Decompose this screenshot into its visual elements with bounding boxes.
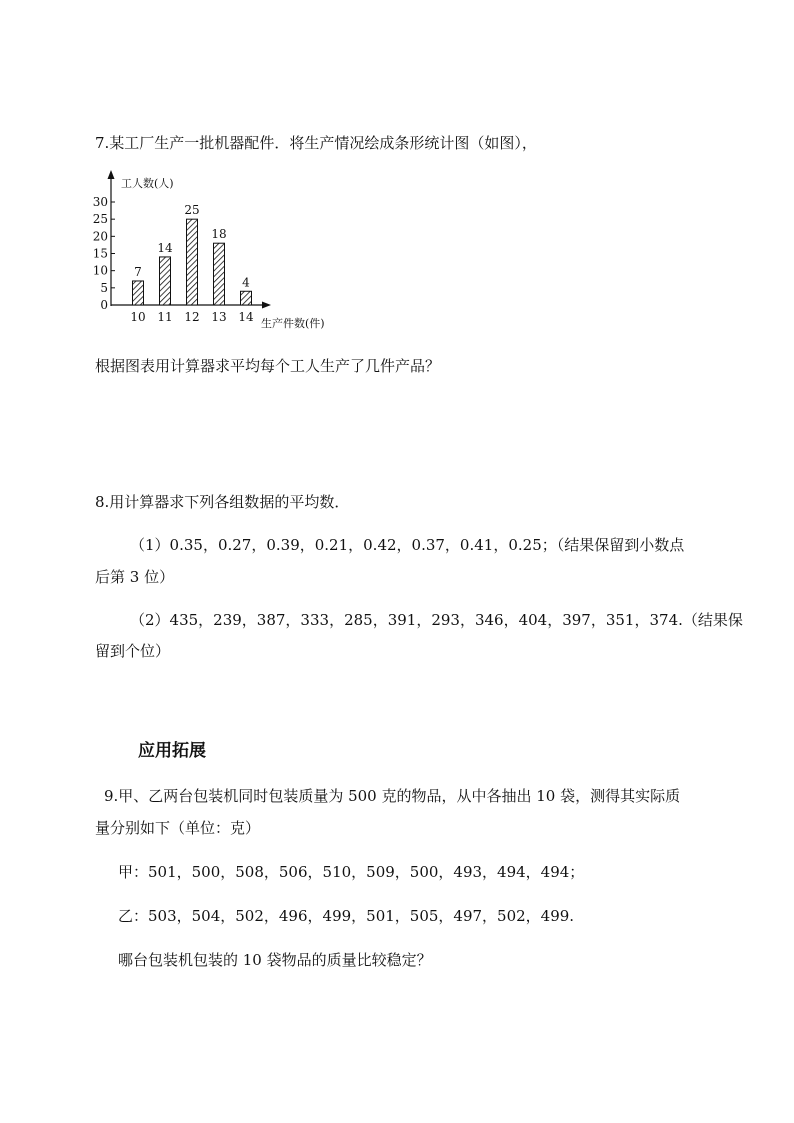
q9-yi: 乙：503，504，502，496，499，501，505，497，502，499. bbox=[118, 907, 575, 925]
y-tick-label: 10 bbox=[92, 263, 108, 278]
x-tick-label: 14 bbox=[238, 310, 254, 324]
q7-question: 根据图表用计算器求平均每个工人生产了几件产品？ bbox=[95, 357, 441, 375]
y-tick-label: 20 bbox=[92, 229, 108, 244]
y-axis-label: 工人数(人) bbox=[121, 177, 174, 190]
bar bbox=[133, 281, 144, 305]
bar bbox=[241, 291, 252, 305]
x-tick-label: 11 bbox=[157, 310, 173, 324]
y-tick-label: 25 bbox=[92, 212, 108, 227]
q7-title: 7.某工厂生产一批机器配件．将生产情况绘成条形统计图（如图）， bbox=[95, 134, 537, 152]
data-label: 7 bbox=[134, 264, 142, 279]
y-tick-label: 30 bbox=[92, 195, 108, 209]
bars bbox=[133, 219, 252, 305]
bar bbox=[214, 243, 225, 305]
q8-part2-line1: （2）435，239，387，333，285，391，293，346，404，397，351，374.（结果保 bbox=[130, 611, 743, 629]
y-axis-arrow bbox=[108, 170, 115, 179]
x-tick-label: 12 bbox=[184, 310, 200, 324]
y-tick-labels bbox=[93, 195, 115, 312]
y-tick-label: 5 bbox=[100, 280, 108, 295]
section-heading: 应用拓展 bbox=[138, 741, 206, 761]
data-label: 18 bbox=[211, 227, 227, 242]
q9-line1: 9.甲、乙两台包装机同时包装质量为 500 克的物品，从中各抽出 10 袋，测得其实际质 bbox=[104, 787, 681, 805]
q9-jia: 甲：501，500，508，506，510，509，500，493，494，494； bbox=[118, 863, 585, 881]
x-tick-label: 13 bbox=[211, 310, 227, 324]
data-label: 25 bbox=[184, 203, 200, 218]
q8-part2-line2: 留到个位） bbox=[95, 642, 171, 660]
bar bbox=[187, 219, 198, 305]
x-tick-label: 10 bbox=[130, 310, 146, 324]
data-label: 14 bbox=[157, 240, 173, 255]
q8-part1-line1: （1）0.35，0.27，0.39，0.21，0.42，0.37，0.41，0.25；（结果保留到小数点 bbox=[130, 536, 685, 554]
bar bbox=[160, 257, 171, 305]
x-axis-arrow bbox=[262, 302, 271, 309]
q8-title: 8.用计算器求下列各组数据的平均数． bbox=[95, 493, 350, 511]
q8-part1-line2: 后第 3 位） bbox=[95, 568, 175, 586]
q9-line2: 量分别如下（单位：克） bbox=[95, 819, 261, 837]
x-axis-label: 生产件数(件) bbox=[261, 317, 325, 330]
q9-question: 哪台包装机包装的 10 袋物品的质量比较稳定？ bbox=[118, 951, 432, 969]
x-tick-labels bbox=[130, 310, 254, 324]
data-label: 4 bbox=[242, 275, 250, 290]
y-tick-label: 0 bbox=[100, 298, 108, 312]
y-tick-label: 15 bbox=[92, 246, 108, 261]
bar-chart bbox=[88, 170, 338, 330]
